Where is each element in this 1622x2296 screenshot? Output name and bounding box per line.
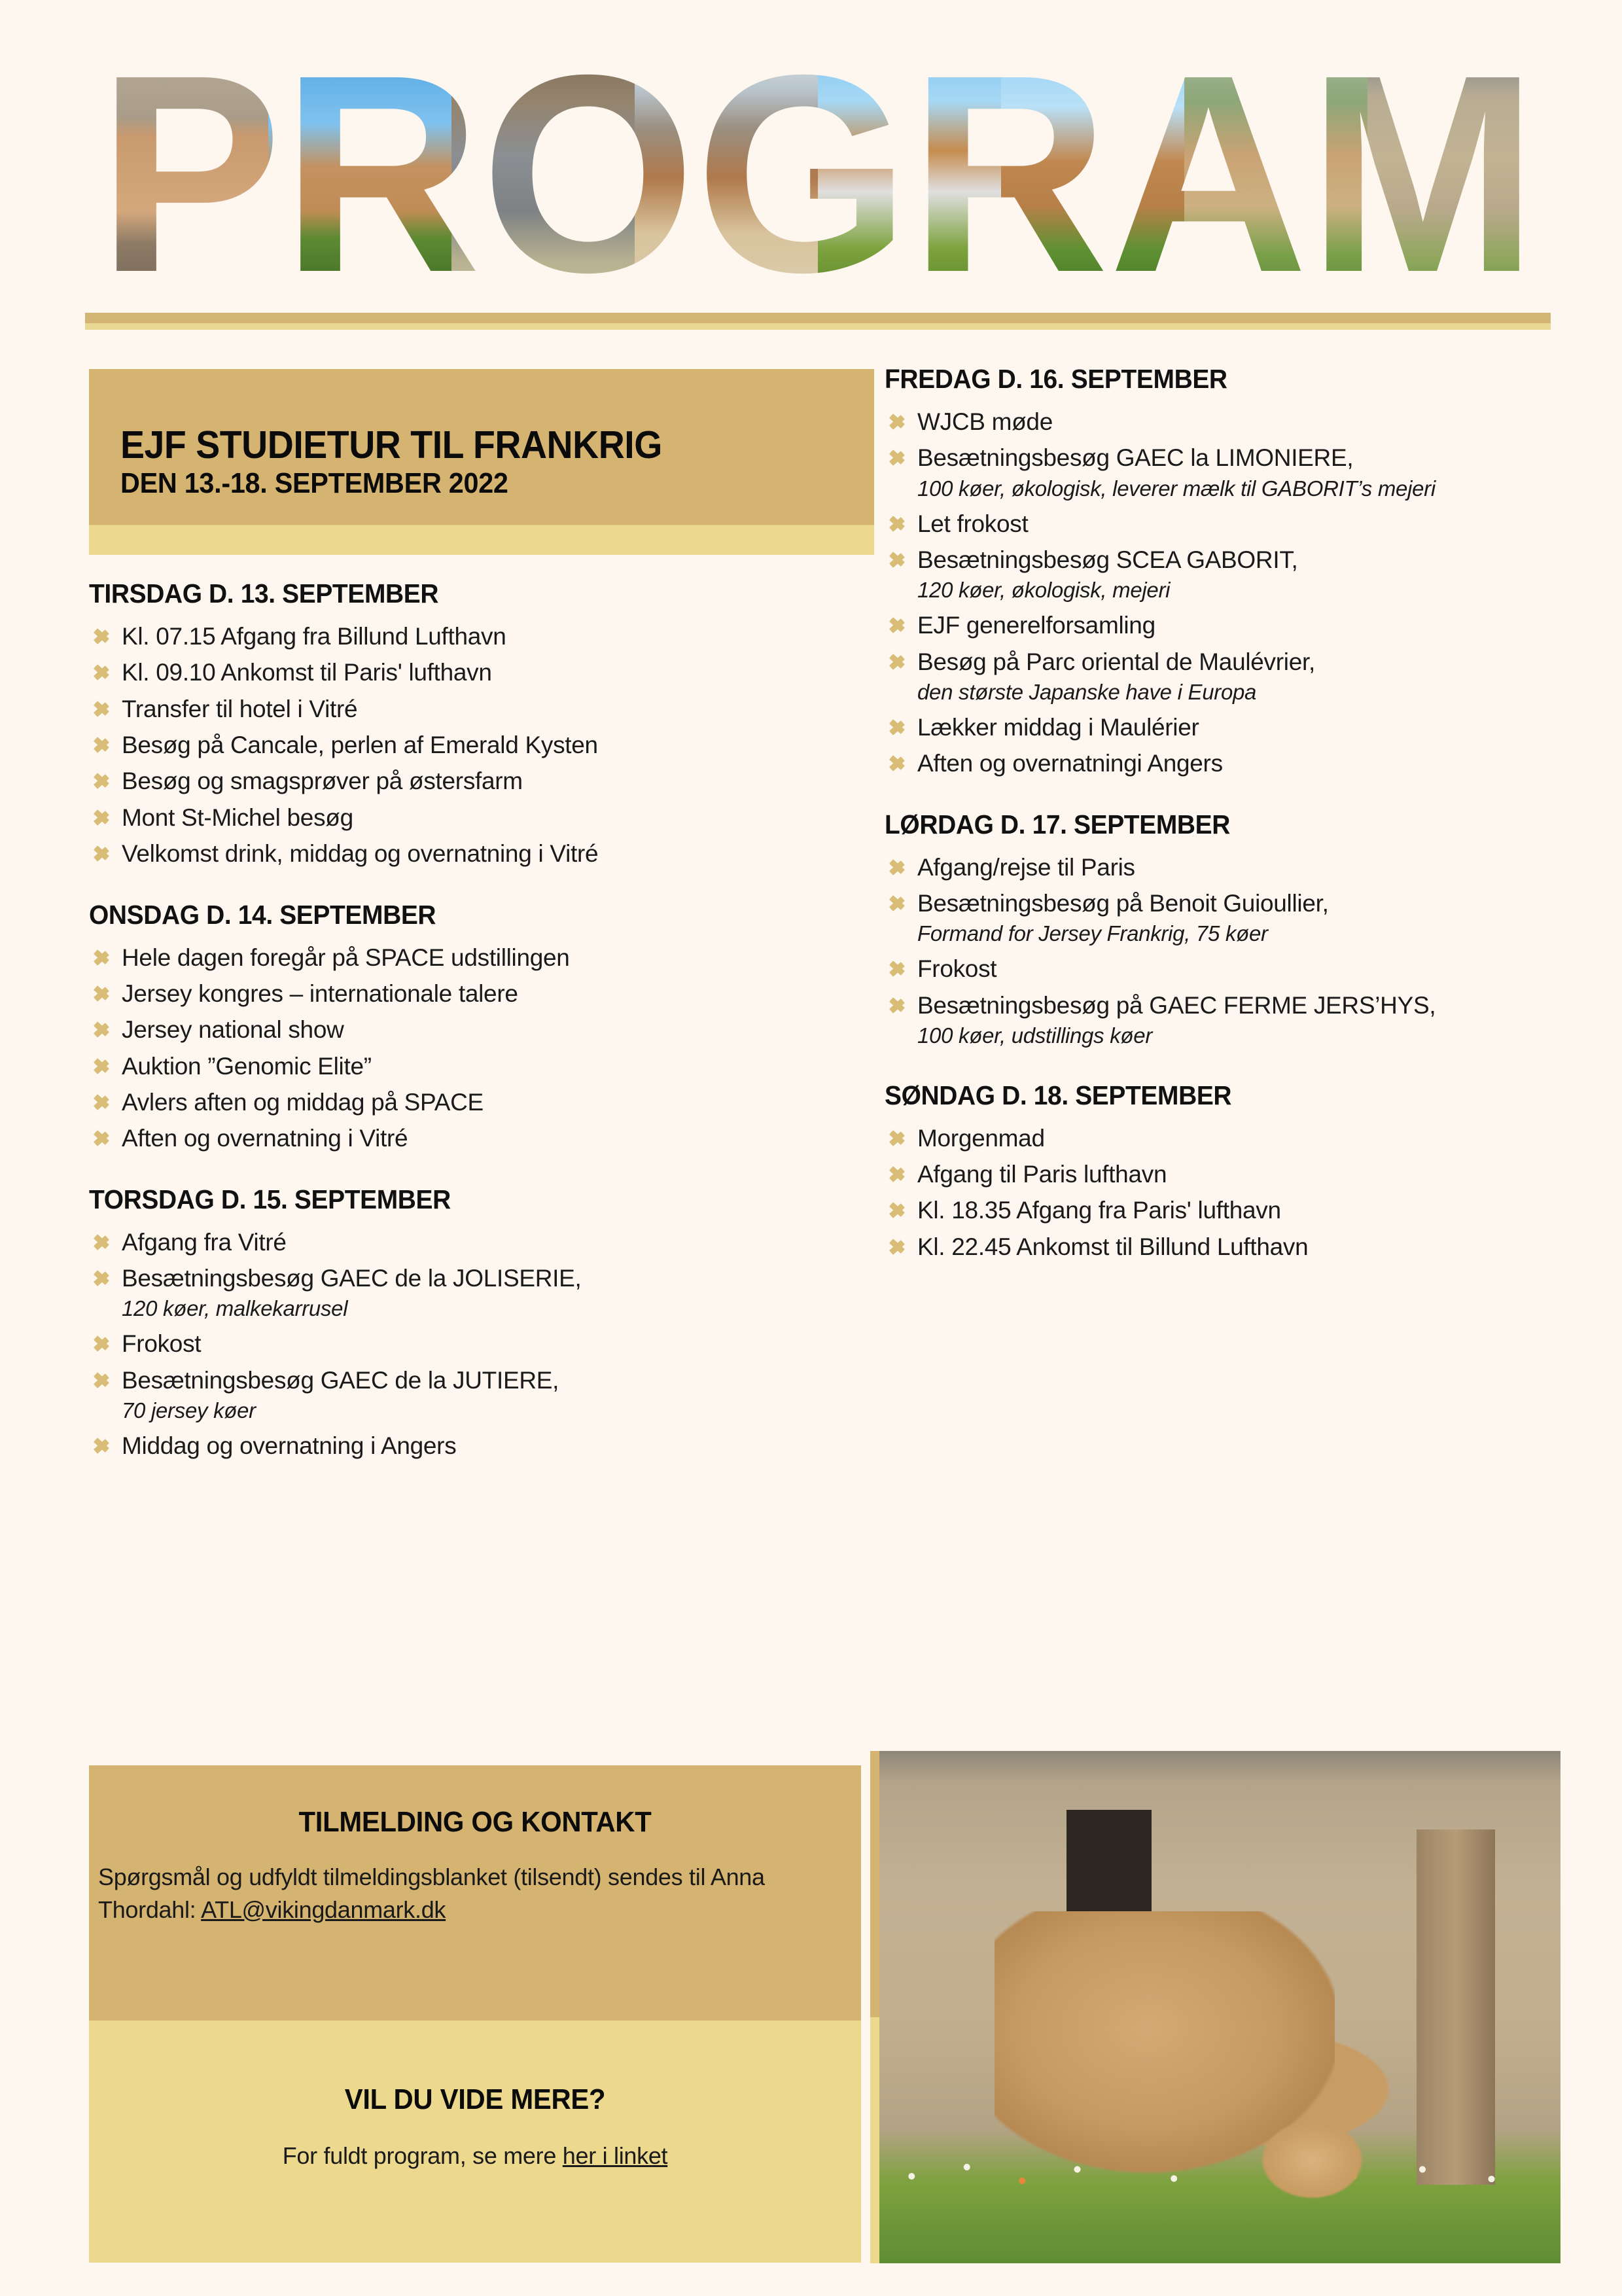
farmhouse-window <box>1067 1810 1152 1921</box>
schedule-item-note: Formand for Jersey Frankrig, 75 køer <box>917 921 1268 946</box>
chevron-right-icon <box>94 1017 109 1039</box>
more-info-box <box>89 2021 861 2263</box>
chevron-right-icon <box>890 993 904 1015</box>
chevron-right-icon <box>890 855 904 877</box>
schedule-item-text: Besætningsbesøg GAEC de la JOLISERIE, <box>122 1265 582 1292</box>
more-info-title: VIL DU VIDE MERE? <box>344 2083 606 2115</box>
schedule-item-text: Besætningsbesøg GAEC la LIMONIERE, <box>917 444 1354 472</box>
schedule-item-text: Frokost <box>122 1330 202 1358</box>
schedule-item <box>89 978 874 1009</box>
schedule-item-text: Transfer til hotel i Vitré <box>122 695 358 722</box>
bottom-cow-photo <box>870 1751 1560 2263</box>
day-item-list-torsdag <box>89 1227 874 1462</box>
chevron-right-icon <box>94 732 109 754</box>
day-section-sondag <box>885 1080 1591 1262</box>
schedule-item-text: Middag og overnatning i Angers <box>122 1432 457 1459</box>
chevron-right-icon <box>94 1229 109 1252</box>
farmhouse-door <box>1417 1829 1495 2196</box>
schedule-item-text: Besætningsbesøg SCEA GABORIT, <box>917 546 1298 573</box>
chevron-right-icon <box>890 1161 904 1184</box>
title-box <box>89 369 874 555</box>
chevron-right-icon <box>890 547 904 569</box>
schedule-item <box>89 838 874 869</box>
schedule-item <box>89 942 874 973</box>
day-item-list-sondag <box>885 1123 1591 1262</box>
schedule-item <box>885 1231 1591 1262</box>
chevron-right-icon <box>890 715 904 737</box>
jersey-cow-head <box>1256 2098 1381 2222</box>
schedule-item <box>885 406 1591 437</box>
day-item-list-fredag <box>885 406 1591 779</box>
schedule-item-text: Kl. 18.35 Afgang fra Paris' lufthavn <box>917 1197 1281 1224</box>
chevron-right-icon <box>890 956 904 978</box>
schedule-item-text: Besøg og smagsprøver på østersfarm <box>122 768 523 795</box>
chevron-right-icon <box>890 1234 904 1256</box>
schedule-item <box>89 730 874 760</box>
schedule-item <box>89 1123 874 1154</box>
schedule-item-text: Let frokost <box>917 510 1029 537</box>
schedule-item <box>885 990 1591 1050</box>
schedule-item-note: 120 køer, malkekarrusel <box>122 1296 348 1321</box>
schedule-item <box>885 748 1591 779</box>
schedule-item-text: Kl. 22.45 Ankomst til Billund Lufthavn <box>917 1233 1309 1260</box>
schedule-item-text: Frokost <box>917 955 997 983</box>
chevron-right-icon <box>94 805 109 827</box>
schedule-item-note: 70 jersey køer <box>122 1398 256 1422</box>
schedule-item <box>885 610 1591 641</box>
schedule-item-text: Besætningsbesøg på Benoit Guioullier, <box>917 889 1329 917</box>
schedule-item-note: 100 køer, økologisk, leverer mælk til GABORIT’s mejeri <box>917 476 1436 501</box>
schedule-item-text: Hele dagen foregår på SPACE udstillingen <box>122 944 570 971</box>
schedule-item-text: Afgang/rejse til Paris <box>917 853 1135 881</box>
schedule-item <box>89 802 874 833</box>
schedule-item <box>89 621 874 652</box>
chevron-right-icon <box>94 768 109 790</box>
schedule-item-text: Besøg på Parc oriental de Maulévrier, <box>917 648 1315 675</box>
schedule-item <box>885 646 1591 707</box>
schedule-item <box>89 1227 874 1258</box>
schedule-item <box>89 1263 874 1323</box>
schedule-item-text: Auktion ”Genomic Elite” <box>122 1052 372 1080</box>
schedule-item <box>89 1430 874 1461</box>
schedule-item <box>885 712 1591 743</box>
schedule-item <box>89 1051 874 1082</box>
chevron-right-icon <box>890 1197 904 1220</box>
day-heading-torsdag: TORSDAG D. 15. SEPTEMBER <box>89 1184 451 1214</box>
chevron-right-icon <box>94 981 109 1003</box>
chevron-right-icon <box>94 1053 109 1076</box>
schedule-item <box>885 1123 1591 1154</box>
chevron-right-icon <box>890 891 904 913</box>
day-heading-onsdag: ONSDAG D. 14. SEPTEMBER <box>89 899 436 930</box>
chevron-right-icon <box>890 612 904 635</box>
schedule-item-text: Afgang til Paris lufthavn <box>917 1161 1167 1188</box>
chevron-right-icon <box>94 841 109 863</box>
schedule-column-left <box>89 578 874 1466</box>
schedule-item <box>89 1087 874 1118</box>
schedule-item-text: Morgenmad <box>917 1124 1045 1152</box>
day-heading-fredag: FREDAG D. 16. SEPTEMBER <box>885 364 1227 394</box>
contact-text <box>98 1861 857 1926</box>
day-section-torsdag <box>89 1184 874 1462</box>
schedule-item <box>885 544 1591 605</box>
chevron-right-icon <box>94 1368 109 1390</box>
chevron-right-icon <box>94 660 109 682</box>
chevron-right-icon <box>890 445 904 467</box>
header-photo-title <box>85 41 1551 315</box>
schedule-item-text: Avlers aften og middag på SPACE <box>122 1088 484 1116</box>
chevron-right-icon <box>94 1433 109 1455</box>
more-info-link[interactable]: her i linket <box>562 2142 668 2169</box>
chevron-right-icon <box>94 1089 109 1112</box>
day-heading-sondag: SØNDAG D. 18. SEPTEMBER <box>885 1080 1232 1110</box>
more-info-text <box>89 2142 861 2170</box>
schedule-item <box>885 442 1591 503</box>
schedule-item-text: Jersey kongres – internationale talere <box>122 980 518 1007</box>
schedule-item-text: WJCB møde <box>917 408 1053 435</box>
schedule-item-text: Besætningsbesøg på GAEC FERME JERS’HYS, <box>917 991 1436 1019</box>
chevron-right-icon <box>94 624 109 646</box>
schedule-item-text: Kl. 09.10 Ankomst til Paris' lufthavn <box>122 659 492 686</box>
contact-email-link[interactable]: ATL@vikingdanmark.dk <box>201 1896 446 1923</box>
chevron-right-icon <box>94 1265 109 1288</box>
chevron-right-icon <box>890 409 904 431</box>
schedule-item <box>885 852 1591 883</box>
schedule-item-text: Kl. 07.15 Afgang fra Billund Lufthavn <box>122 623 506 650</box>
schedule-item-text: Lækker middag i Maulérier <box>917 713 1199 741</box>
schedule-item <box>89 1365 874 1425</box>
day-section-onsdag <box>89 900 874 1154</box>
header-knockout-letters <box>85 41 1551 315</box>
contact-box <box>89 1765 861 2021</box>
day-section-tirsdag <box>89 578 874 870</box>
chevron-right-icon <box>94 945 109 967</box>
day-section-lordag <box>885 809 1591 1050</box>
contact-title: TILMELDING OG KONTAKT <box>298 1806 652 1838</box>
schedule-item-text: Aften og overnatningi Angers <box>917 750 1223 777</box>
schedule-item-text: Velkomst drink, middag og overnatning i Vitré <box>122 840 599 868</box>
schedule-item-note: 100 køer, udstillings køer <box>917 1023 1153 1048</box>
chevron-right-icon <box>890 649 904 671</box>
chevron-right-icon <box>890 751 904 773</box>
day-item-list-onsdag <box>89 942 874 1154</box>
schedule-item <box>89 1014 874 1045</box>
day-section-fredag <box>885 364 1591 779</box>
schedule-item <box>885 508 1591 539</box>
day-heading-lordag: LØRDAG D. 17. SEPTEMBER <box>885 809 1230 839</box>
schedule-item <box>885 888 1591 948</box>
schedule-item-text: Aften og overnatning i Vitré <box>122 1125 408 1152</box>
schedule-item-note: 120 køer, økologisk, mejeri <box>917 578 1171 603</box>
page-subtitle: DEN 13.-18. SEPTEMBER 2022 <box>120 467 508 499</box>
contact-text-body: Spørgsmål og udfyldt tilmeldingsblanket (tilsendt) sendes til Anna Thordahl: <box>98 1863 765 1923</box>
chevron-right-icon <box>890 511 904 533</box>
header-gold-divider <box>85 313 1551 330</box>
schedule-item-text: Jersey national show <box>122 1016 344 1044</box>
schedule-item-text: Besøg på Cancale, perlen af Emerald Kysten <box>122 732 598 759</box>
schedule-column-right <box>885 364 1591 1267</box>
schedule-item-text: Besætningsbesøg GAEC de la JUTIERE, <box>122 1366 559 1394</box>
schedule-item-text: Mont St-Michel besøg <box>122 804 353 831</box>
schedule-item <box>89 694 874 724</box>
chevron-right-icon <box>94 1331 109 1353</box>
schedule-item-note: den største Japanske have i Europa <box>917 679 1257 704</box>
chevron-right-icon <box>890 1125 904 1148</box>
chevron-right-icon <box>94 1125 109 1148</box>
day-heading-tirsdag: TIRSDAG D. 13. SEPTEMBER <box>89 578 439 609</box>
more-info-text-body: For fuldt program, se mere <box>282 2142 563 2169</box>
schedule-item <box>89 657 874 688</box>
chevron-right-icon <box>94 696 109 718</box>
schedule-item <box>885 1195 1591 1226</box>
schedule-item <box>885 1159 1591 1190</box>
day-item-list-lordag <box>885 852 1591 1050</box>
photo-left-gold-edge <box>870 1751 879 2263</box>
schedule-item-text: EJF generelforsamling <box>917 612 1155 639</box>
day-item-list-tirsdag <box>89 621 874 870</box>
schedule-item <box>885 953 1591 984</box>
schedule-item <box>89 766 874 796</box>
schedule-item-text: Afgang fra Vitré <box>122 1228 287 1256</box>
schedule-item <box>89 1328 874 1359</box>
page-title: EJF STUDIETUR TIL FRANKRIG <box>120 423 662 467</box>
